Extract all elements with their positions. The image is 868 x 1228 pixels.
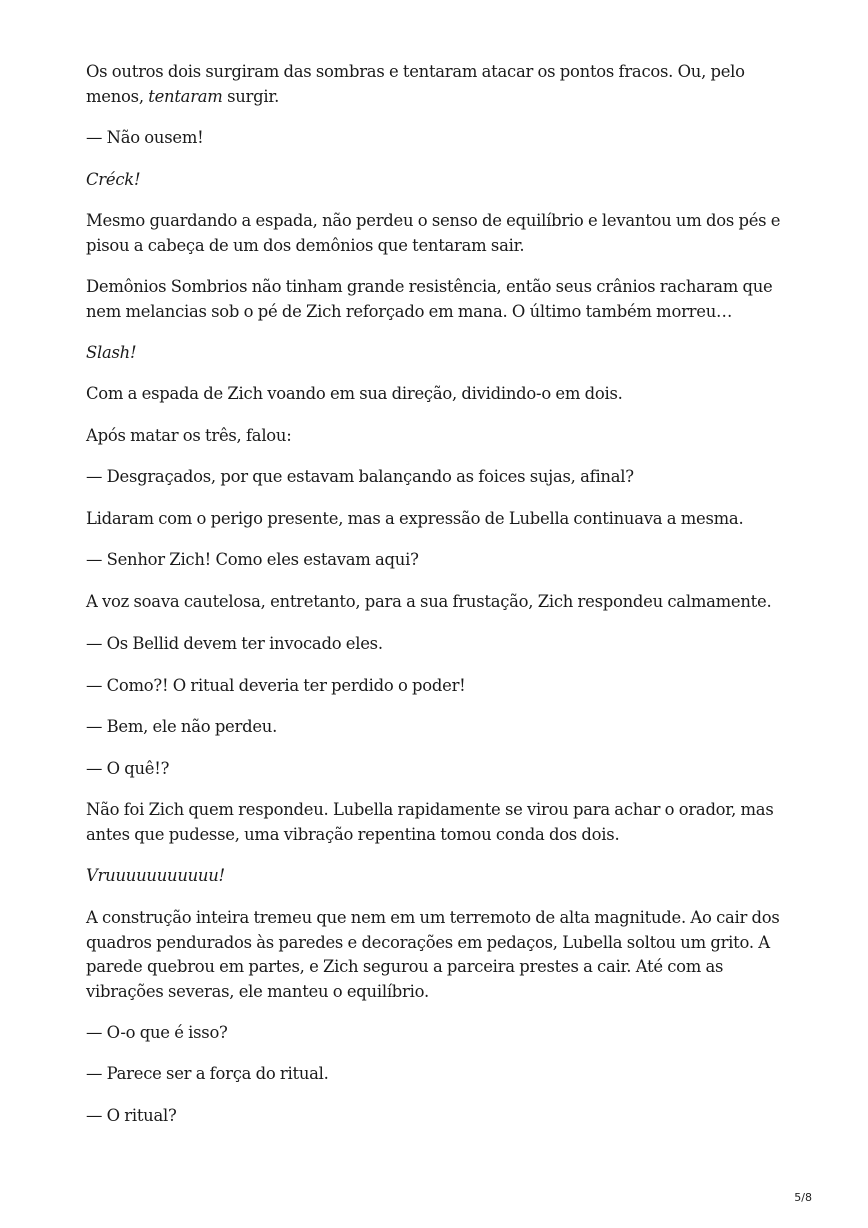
paragraph-3: Créck! (86, 170, 141, 189)
paragraph-14: — Como?! O ritual deveria ter perdido o poder! (86, 676, 466, 695)
paragraph-18: Vruuuuuuuuuuu! (86, 866, 225, 885)
paragraph-17: Não foi Zich quem respondeu. Lubella rapidamente se virou para achar o orador, mas antes que pudesse, uma vibração repentina tomou conda dos dois. (86, 800, 774, 844)
paragraph-7: Com a espada de Zich voando em sua direção, dividindo-o em dois. (86, 384, 623, 403)
paragraph-9: — Desgraçados, por que estavam balançando as foices sujas, afinal? (86, 467, 634, 486)
paragraph-5: Demônios Sombrios não tinham grande resistência, então seus crânios racharam que nem melancias sob o pé de Zich reforçado em mana. O último também morreu… (86, 277, 773, 321)
page-number: 5/8 (794, 1191, 812, 1204)
paragraph-8: Após matar os três, falou: (86, 426, 292, 445)
paragraph-11: — Senhor Zich! Como eles estavam aqui? (86, 550, 419, 569)
paragraph-20: — O-o que é isso? (86, 1023, 228, 1042)
paragraph-16: — O quê!? (86, 759, 170, 778)
paragraph-12: A voz soava cautelosa, entretanto, para a sua frustação, Zich respondeu calmamente. (86, 592, 772, 611)
paragraph-2: — Não ousem! (86, 128, 204, 147)
paragraph-19: A construção inteira tremeu que nem em um terremoto de alta magnitude. Ao cair dos quadros pendurados às paredes e decorações em pedaços, Lubella soltou um grito. A parede quebrou em partes, e Zich segurou a parceira prestes a cair. Até com as vibrações severas, ele manteu o equilíbrio. (86, 908, 780, 1001)
paragraph-10: Lidaram com o perigo presente, mas a expressão de Lubella continuava a mesma. (86, 509, 744, 528)
paragraph-15: — Bem, ele não perdeu. (86, 717, 278, 736)
paragraph-1: Os outros dois surgiram das sombras e tentaram atacar os pontos fracos. Ou, pelo menos, tentaram surgir. (86, 62, 745, 106)
paragraph-4: Mesmo guardando a espada, não perdeu o senso de equilíbrio e levantou um dos pés e pisou a cabeça de um dos demônios que tentaram sair. (86, 211, 781, 255)
paragraph-22: — O ritual? (86, 1106, 177, 1125)
paragraph-6: Slash! (86, 343, 137, 362)
paragraph-21: — Parece ser a força do ritual. (86, 1064, 329, 1083)
paragraph-13: — Os Bellid devem ter invocado eles. (86, 634, 383, 653)
